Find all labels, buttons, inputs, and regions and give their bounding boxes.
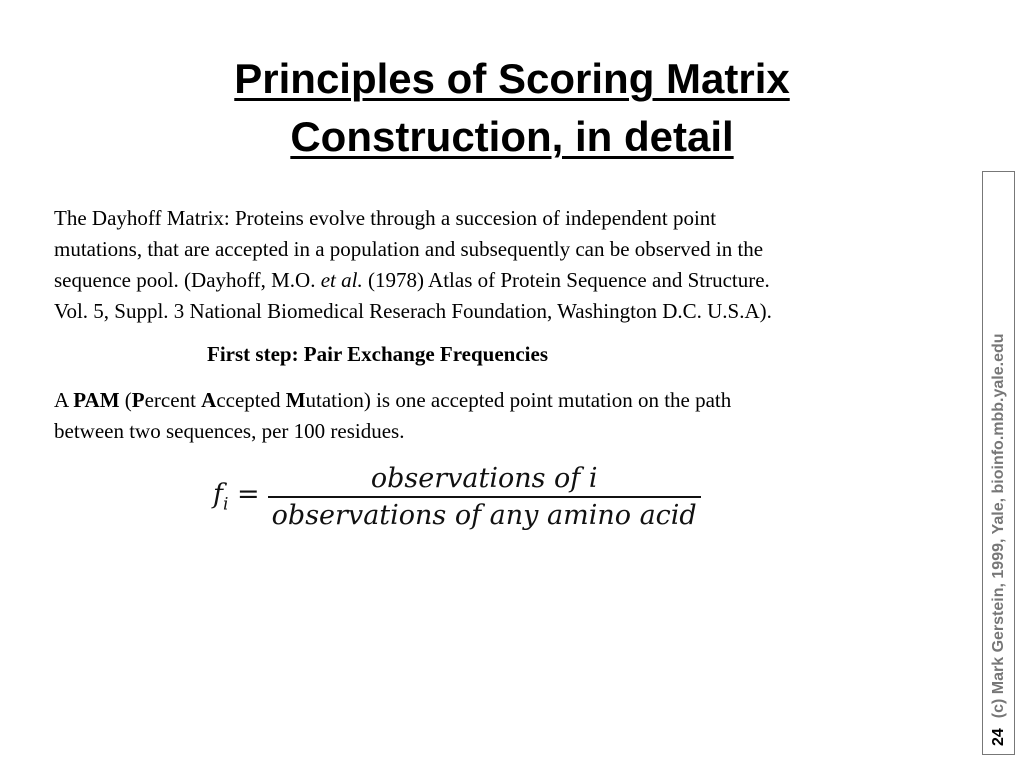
intro-line-1: The Dayhoff Matrix: Proteins evolve through a succesion of independent point xyxy=(54,206,717,230)
pam-paragraph xyxy=(54,385,934,447)
slide-title xyxy=(0,50,1024,166)
pam-p-letter: P xyxy=(131,388,145,412)
formula-lhs-subscript: i xyxy=(223,494,229,515)
formula-denominator: observations of any amino acid xyxy=(271,500,697,531)
intro-paragraph xyxy=(54,203,954,327)
intro-line-3 xyxy=(54,265,954,296)
formula-equals: = xyxy=(237,479,260,511)
pam-paren: ( xyxy=(119,388,132,412)
step-heading: First step: Pair Exchange Frequencies xyxy=(207,342,549,366)
title-line-2: Construction, in detail xyxy=(290,113,734,160)
intro-line-3-start: sequence pool. (Dayhoff, M.O. xyxy=(54,268,321,292)
formula-numerator: observations of i xyxy=(370,463,598,494)
pam-line-2: between two sequences, per 100 residues. xyxy=(54,419,405,443)
title-line-1: Principles of Scoring Matrix xyxy=(234,55,790,102)
formula-lhs-base: f xyxy=(213,479,223,511)
pam-p-rest: ercent xyxy=(144,388,202,412)
pam-m-rest: utation) is one accepted point mutation on the path xyxy=(305,388,732,412)
credit-text: (c) Mark Gerstein, 1999, Yale, bioinfo.mbb.yale.edu xyxy=(990,333,1007,719)
pam-line-1 xyxy=(54,385,934,416)
page-number: 24 xyxy=(990,728,1007,746)
formula-fraction xyxy=(268,463,701,531)
pam-abbr: PAM xyxy=(73,388,120,412)
intro-line-4: Vol. 5, Suppl. 3 National Biomedical Reserach Foundation, Washington D.C. U.S.A). xyxy=(54,299,772,323)
pam-m-letter: M xyxy=(285,388,306,412)
formula-lhs xyxy=(213,479,260,514)
et-al-text: et al. xyxy=(320,268,363,292)
intro-line-2: mutations, that are accepted in a population and subsequently can be observed in the xyxy=(54,237,764,261)
credit-label xyxy=(989,333,1009,746)
pam-lead: A xyxy=(54,388,74,412)
frequency-formula xyxy=(213,463,701,531)
pam-a-letter: A xyxy=(201,388,217,412)
pam-a-rest: ccepted xyxy=(216,388,286,412)
intro-line-3-end: (1978) Atlas of Protein Sequence and Structure. xyxy=(362,268,770,292)
